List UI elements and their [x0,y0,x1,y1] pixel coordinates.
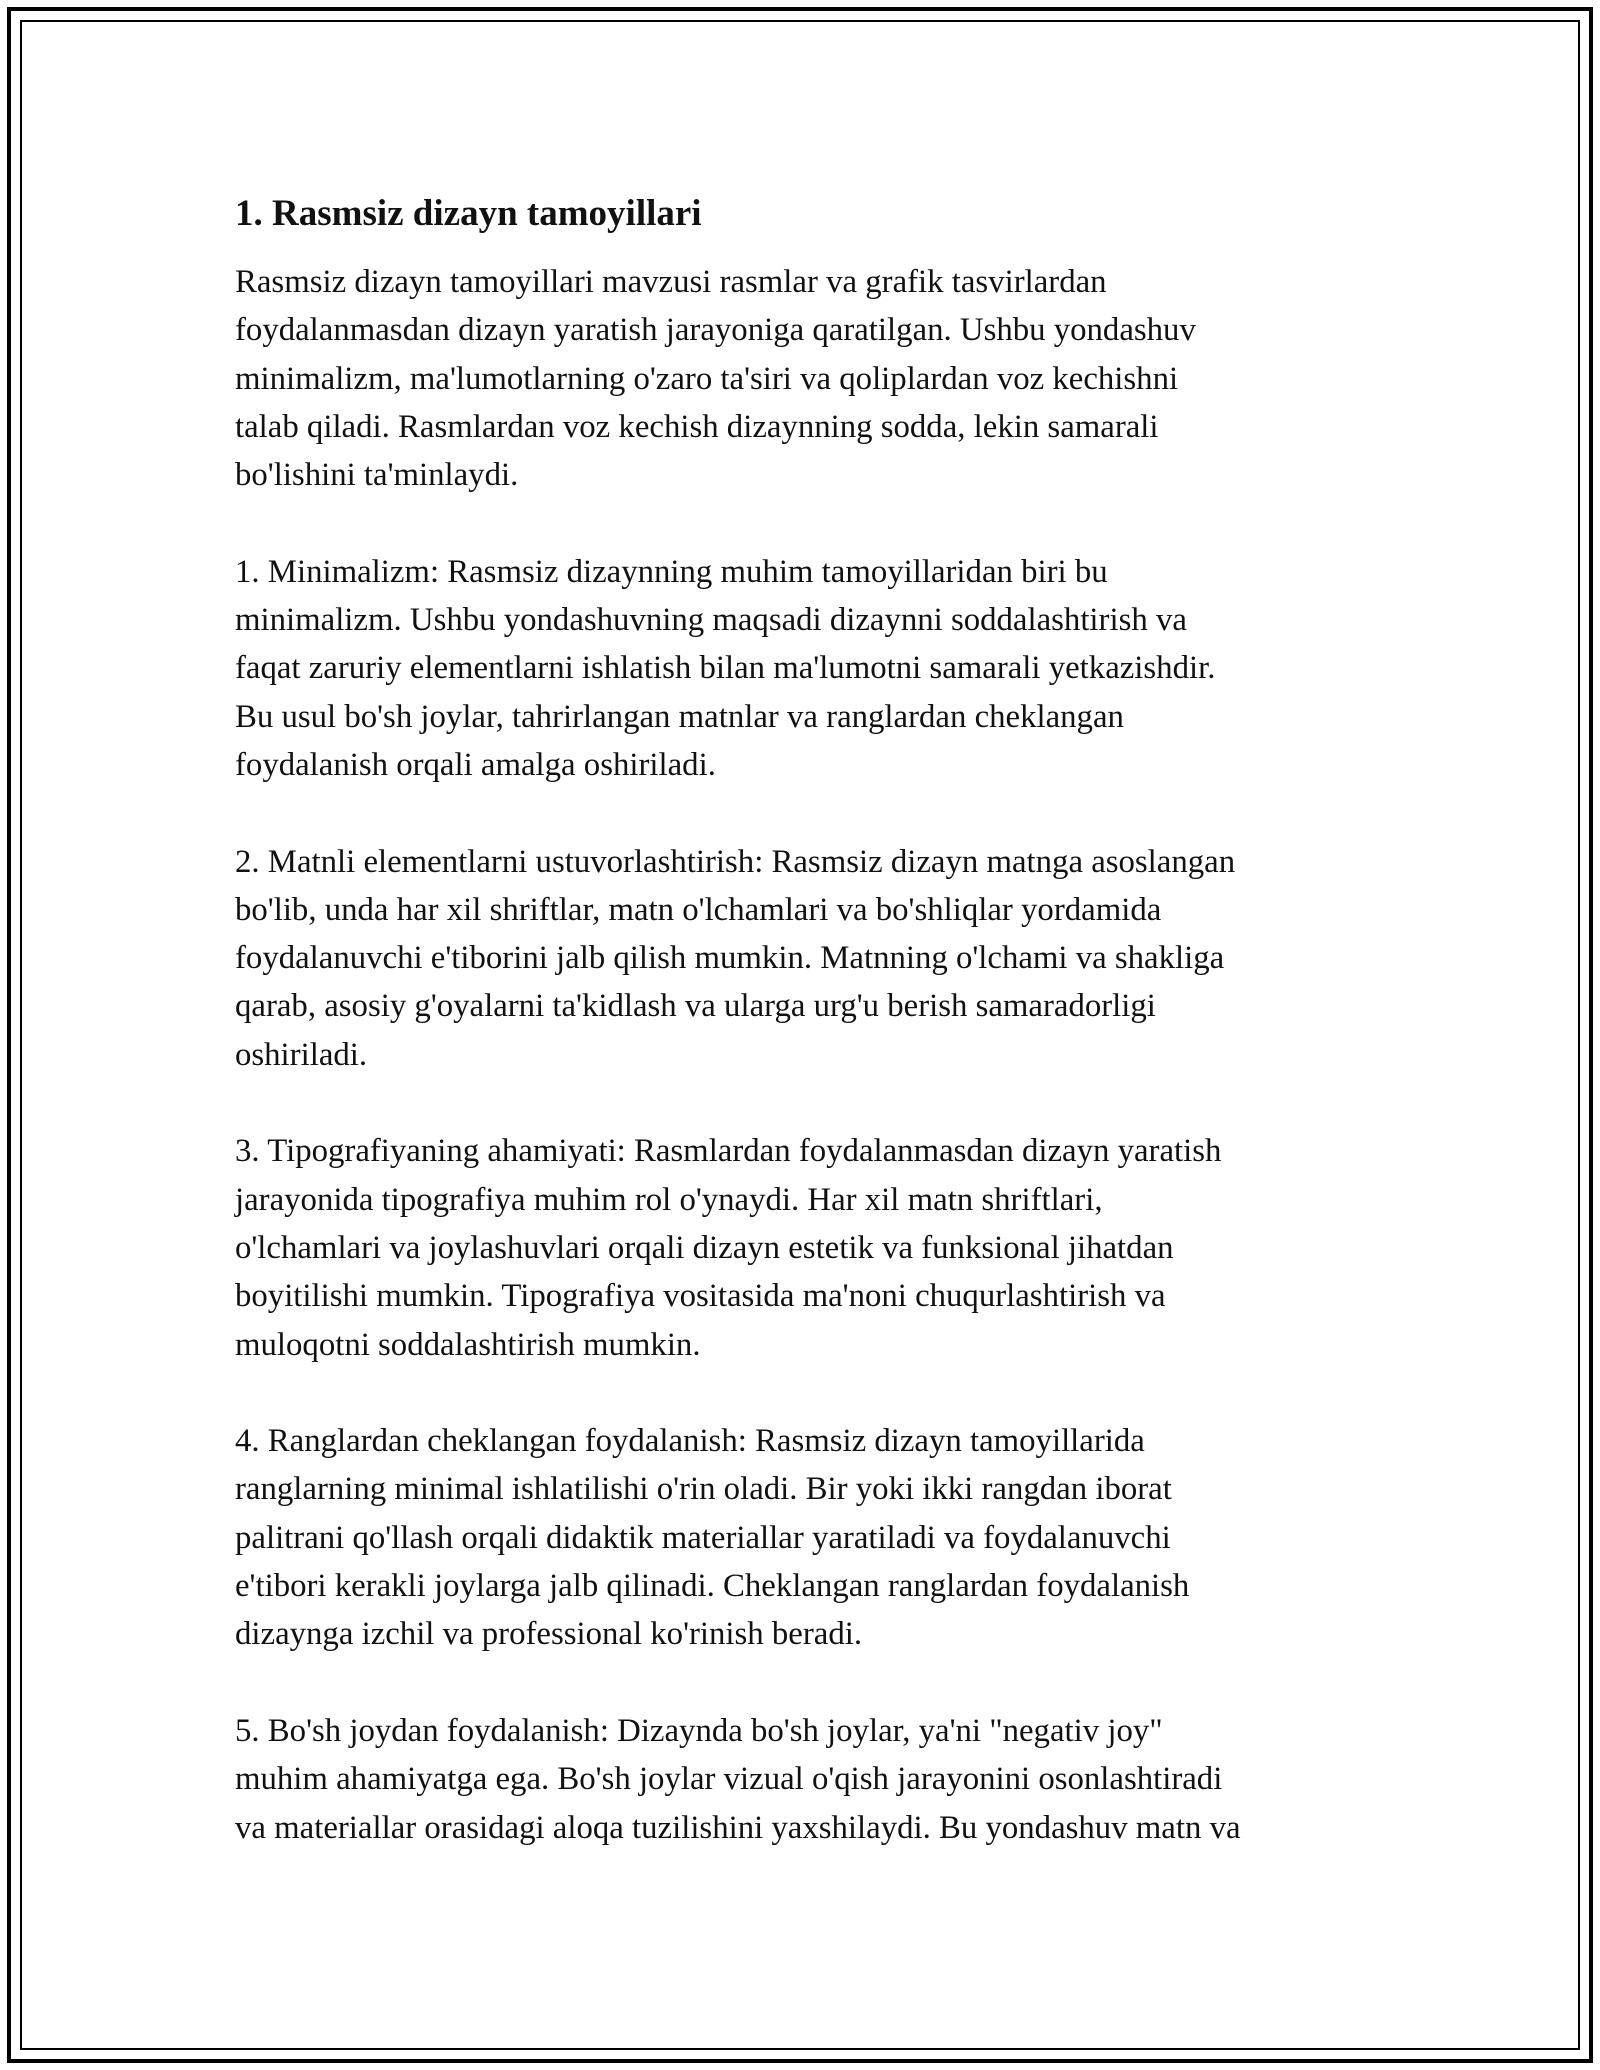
section-title: 1. Rasmsiz dizayn tamoyillari [235,193,702,234]
paragraph-bosh-joy: 5. Bo'sh joydan foydalanish: Dizaynda bo'sh joylar, ya'ni "negativ joy" muhim ahamiyatga ega. Bo'sh joylar vizual o'qish jarayonini osonlashtiradi va materiallar orasidagi aloqa tuzilishini yaxshilaydi. Bu yondashuv matn va [235,1712,1241,1846]
paragraph-minimalizm: 1. Minimalizm: Rasmsiz dizaynning muhim tamoyillaridan biri bu minimalizm. Ushbu yondashuvning maqsadi dizaynni soddalashtirish va faqat zaruriy elementlarni ishlatish bilan ma'lumotni samarali yetkazishdir. Bu usul bo'sh joylar, tahrirlangan matnlar va ranglardan cheklangan foydalanish orqali amalga oshiriladi. [235,553,1216,783]
document-body [235,186,1370,1852]
paragraph-ranglar: 4. Ranglardan cheklangan foydalanish: Rasmsiz dizayn tamoyillarida ranglarning minimal ishlatilishi o'rin oladi. Bir yoki ikki rangdan iborat palitrani qo'llash orqali didaktik materiallar yaratiladi va foydalanuvchi e'tibori kerakli joylarga jalb qilinadi. Cheklangan ranglardan foydalanish dizaynga izchil va professional ko'rinish beradi. [235,1423,1190,1653]
paragraph-tipografiya: 3. Tipografiyaning ahamiyati: Rasmlardan foydalanmasdan dizayn yaratish jarayonida tipografiya muhim rol o'ynaydi. Har xil matn shriftlari, o'lchamlari va joylashuvlari orqali dizayn estetik va funksional jihatdan boyitilishi mumkin. Tipografiya vositasida ma'noni chuqurlashtirish va muloqotni soddalashtirish mumkin. [235,1133,1222,1363]
paragraph-matnli-elementlar: 2. Matnli elementlarni ustuvorlashtirish: Rasmsiz dizayn matnga asoslangan bo'lib, unda har xil shriftlar, matn o'lchamlari va bo'shliqlar yordamida foydalanuvchi e'tiborini jalb qilish mumkin. Matnning o'lchami va shakliga qarab, asosiy g'oyalarni ta'kidlash va ularga urg'u berish samaradorligi oshiriladi. [235,843,1236,1073]
intro-paragraph: Rasmsiz dizayn tamoyillari mavzusi rasmlar va grafik tasvirlardan foydalanmasdan dizayn yaratish jarayoniga qaratilgan. Ushbu yondashuv minimalizm, ma'lumotlarning o'zaro ta'siri va qoliplardan voz kechishni talab qiladi. Rasmlardan voz kechish dizaynning sodda, lekin samarali bo'lishini ta'minlaydi. [235,264,1196,494]
